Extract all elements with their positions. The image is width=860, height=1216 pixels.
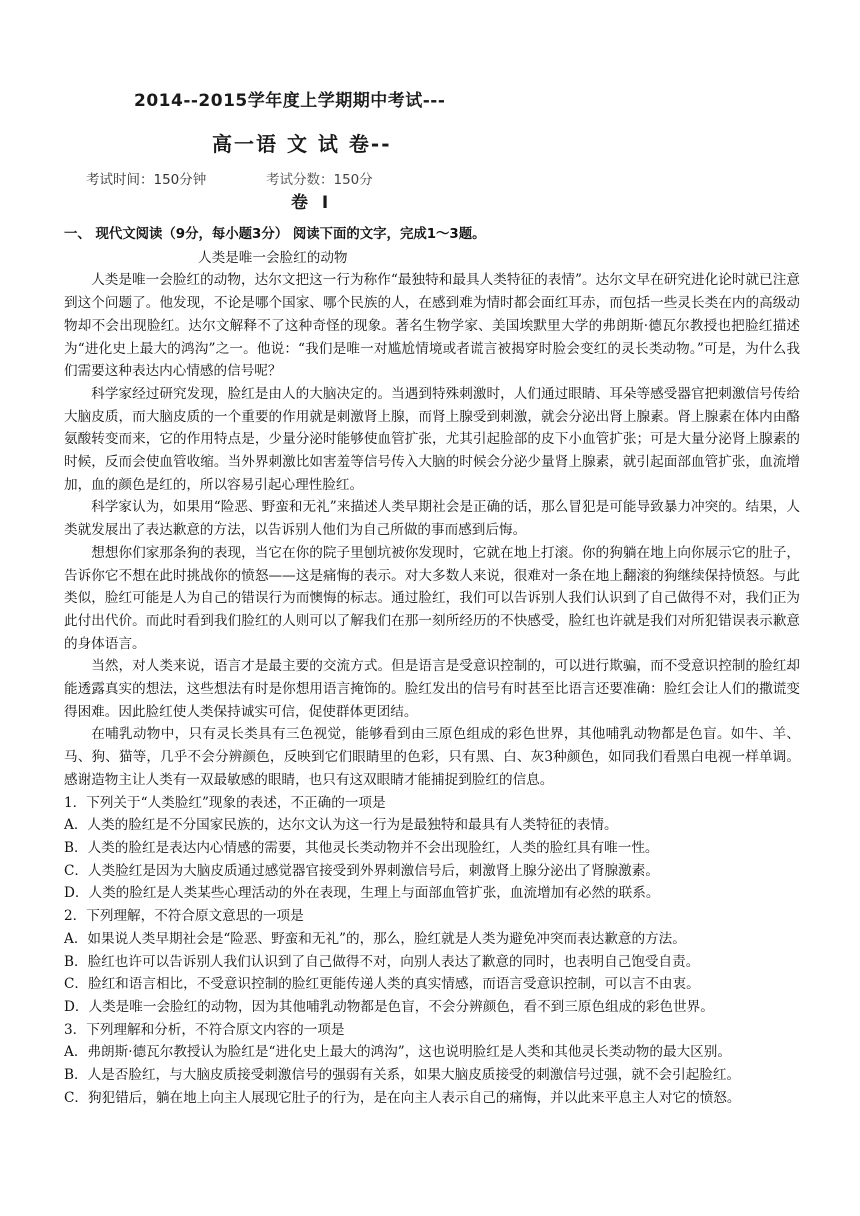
article-paragraph: 想想你们家那条狗的表现，当它在你的院子里刨坑被你发现时，它就在地上打滚。你的狗躺在地上向你展示它的肚子，告诉你它不想在此时挑战你的愤怒——这是痛悔的表示。对大多数人来说，很难对一条在地上翻滚的狗继续保持愤怒。与此类似，脸红可能是人为自己的错误行为而懊悔的标志。通过脸红，我们可以告诉别人我们认识到了自己做得不对，我们正为此付出代价。而此时看到我们脸红的人则可以了解我们在那一刻所经历的不快感受，脸红也许就是我们对所犯错误表示歉意的身体语言。 [64,544,800,652]
article-paragraph: 科学家认为，如果用“险恶、野蛮和无礼”来描述人类早期社会是正确的话，那么冒犯是可能导致暴力冲突的。结果，人类就发展出了表达歉意的方法，以告诉别人他们为自己所做的事而感到后悔。 [64,499,800,539]
question-option: B．人是否脸红，与大脑皮质接受刺激信号的强弱有关系，如果大脑皮质接受的刺激信号过强，就不会引起脸红。 [64,1067,741,1084]
question-option: D．人类是唯一会脸红的动物，因为其他哺乳动物都是色盲，不会分辨颜色，看不到三原色组成的彩色世界。 [64,998,714,1015]
section-heading: 一、 现代文阅读（9分，每小题3分） 阅读下面的文字，完成1～3题。 [64,227,486,242]
question-option: A．弗朗斯·德瓦尔教授认为脸红是“进化史上最大的鸿沟”，这也说明脸红是人类和其他灵长类动物的最大区别。 [64,1044,731,1061]
question-stem: 1．下列关于“人类脸红”现象的表述，不正确的一项是 [64,794,386,811]
question-stem: 3．下列理解和分析，不符合原文内容的一项是 [64,1021,345,1038]
article-paragraph: 在哺乳动物中，只有灵长类具有三色视觉，能够看到由三原色组成的彩色世界，其他哺乳动物都是色盲。如牛、羊、马、狗、猫等，几乎不会分辨颜色，反映到它们眼睛里的色彩，只有黑、白、灰3种颜色，如同我们看黑白电视一样单调。感谢造物主让人类有一双最敏感的眼睛，也只有这双眼睛才能捕捉到脸红的信息。 [64,726,800,788]
question-option: C．狗犯错后，躺在地上向主人展现它肚子的行为，是在向主人表示自己的痛悔，并以此来平息主人对它的愤怒。 [64,1089,741,1106]
question-option: B．脸红也许可以告诉别人我们认识到了自己做得不对，向别人表达了歉意的同时，也表明自己饱受自责。 [64,953,700,970]
article-paragraph: 科学家经过研究发现，脸红是由人的大脑决定的。当遇到特殊刺激时，人们通过眼睛、耳朵等感受器官把刺激信号传给大脑皮质，而大脑皮质的一个重要的作用就是刺激肾上腺，而肾上腺受到刺激，就会分泌出肾上腺素。肾上腺素在体内由酪氨酸转变而来，它的作用特点是，少量分泌时能够使血管扩张，尤其引起脸部的皮下小血管扩张；可是大量分泌肾上腺素的时候，反而会使血管收缩。当外界刺激比如害羞等信号传入大脑的时候会分泌少量肾上腺素，就引起面部血管扩张，血流增加，血的颜色是红的，所以容易引起心理性脸红。 [64,385,800,493]
question-stem: 2．下列理解，不符合原文意思的一项是 [64,908,304,925]
volume-label: 卷 Ⅰ [291,193,333,213]
question-option: D．人类的脸红是人类某些心理活动的外在表现，生理上与面部血管扩张，血流增加有必然的联系。 [64,885,660,902]
exam-score: 考试分数：150分 [266,172,373,188]
exam-time: 考试时间：150分钟 [86,172,207,188]
exam-subtitle: 高一语 文 试 卷-- [212,132,392,156]
article-title: 人类是唯一会脸红的动物 [198,249,348,266]
question-option: A．人类的脸红是不分国家民族的，达尔文认为这一行为是最独特和最具有人类特征的表情。 [64,817,618,834]
exam-content [64,224,800,1109]
exam-title: 2014--2015学年度上学期期中考试--- [134,91,446,111]
question-option: C．人类脸红是因为大脑皮质通过感觉器官接受到外界刺激信号后，刺激肾上腺分泌出了肾腺激素。 [64,862,659,879]
article-paragraph: 人类是唯一会脸红的动物，达尔文把这一行为称作“最独特和最具人类特征的表情”。达尔文早在研究进化论时就已注意到这个问题了。他发现，不论是哪个国家、哪个民族的人，在感到难为情时都会面红耳赤，而包括一些灵长类在内的高级动物却不会出现脸红。达尔文解释不了这种奇怪的现象。著名生物学家、美国埃默里大学的弗朗斯·德瓦尔教授也把脸红描述为“进化史上最大的鸿沟”之一。他说：“我们是唯一对尴尬情境或者谎言被揭穿时脸会变红的灵长类动物。”可是，为什么我们需要这种表达内心情感的信号呢？ [64,272,800,380]
question-option: A．如果说人类早期社会是“险恶、野蛮和无礼”的，那么，脸红就是人类为避免冲突而表达歉意的方法。 [64,930,686,947]
question-option: C．脸红和语言相比，不受意识控制的脸红更能传递人类的真实情感，而语言受意识控制，可以言不由衷。 [64,976,700,993]
article-paragraph: 当然，对人类来说，语言才是最主要的交流方式。但是语言是受意识控制的，可以进行欺骗，而不受意识控制的脸红却能透露真实的想法，这些想法有时是你想用语言掩饰的。脸红发出的信号有时甚至比语言还要准确：脸红会让人们的撒谎变得困难。因此脸红使人类保持诚实可信，促使群体更团结。 [64,658,800,720]
question-option: B．人类的脸红是表达内心情感的需要，其他灵长类动物并不会出现脸红，人类的脸红具有唯一性。 [64,839,659,856]
